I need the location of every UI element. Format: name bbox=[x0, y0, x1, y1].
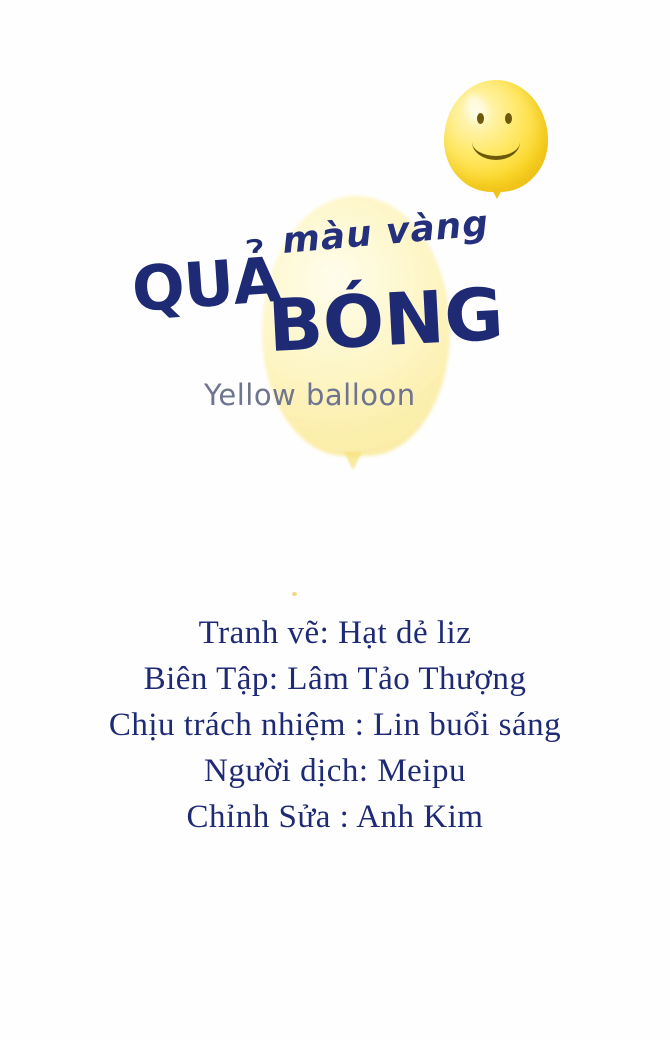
balloon-face-icon bbox=[444, 80, 548, 192]
title-line-qua: QUẢ bbox=[129, 242, 283, 327]
title-line-mau-vang: màu vàng bbox=[280, 203, 491, 262]
large-balloon-knot-icon bbox=[344, 452, 362, 470]
credits-block bbox=[0, 610, 670, 840]
title-block bbox=[0, 200, 670, 430]
balloon-knot-icon bbox=[491, 188, 503, 199]
balloon-smile bbox=[472, 124, 520, 160]
credit-line-translator: Người dịch: Meipu bbox=[204, 753, 466, 789]
balloon-eye-right bbox=[505, 113, 512, 124]
credit-line-editor: Biên Tập: Lâm Tảo Thượng bbox=[143, 661, 527, 697]
title-line-bong: BÓNG bbox=[265, 271, 506, 369]
credit-line-responsible: Chịu trách nhiệm : Lin buổi sáng bbox=[108, 707, 562, 743]
credit-line-artist: Tranh vẽ: Hạt dẻ liz bbox=[198, 615, 472, 651]
title-subtitle-english: Yellow balloon bbox=[204, 378, 416, 412]
balloon-eye-left bbox=[477, 113, 484, 124]
smiley-balloon-illustration bbox=[444, 80, 548, 206]
decorative-speck bbox=[292, 592, 297, 596]
credit-line-proofreader: Chỉnh Sửa : Anh Kim bbox=[186, 799, 484, 835]
